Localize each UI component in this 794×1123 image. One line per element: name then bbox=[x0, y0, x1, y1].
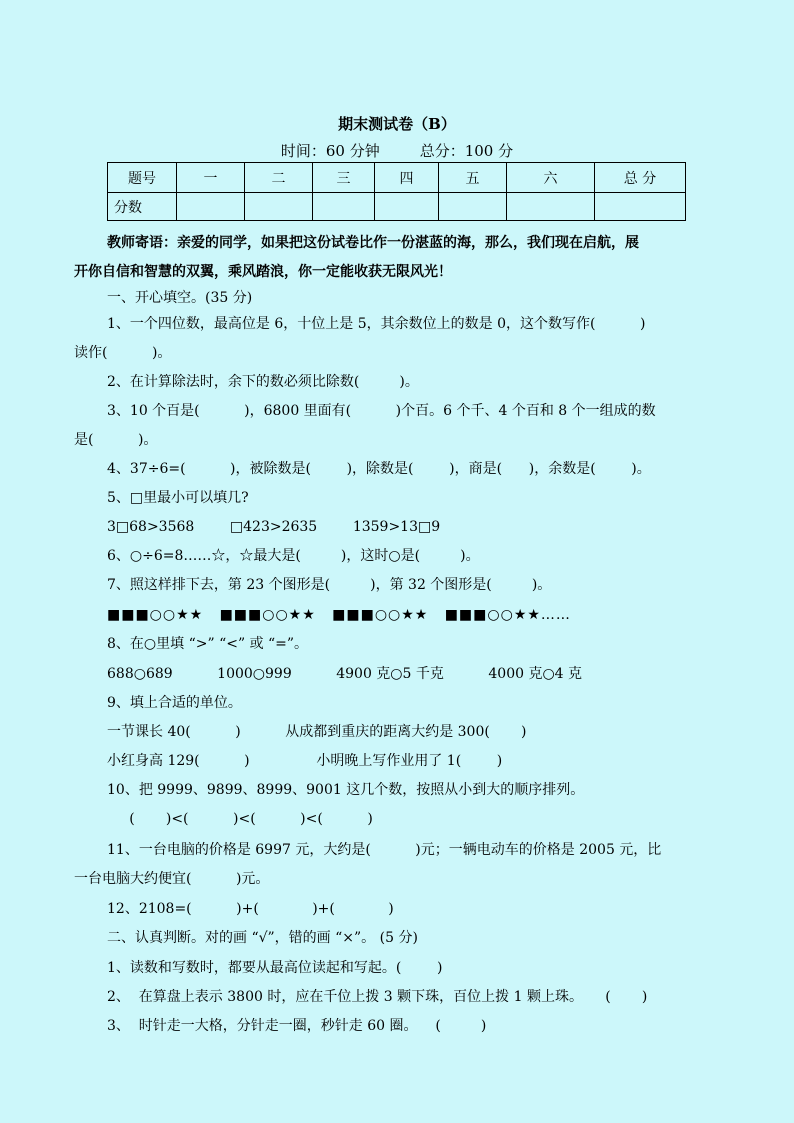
question-line: 2、在计算除法时，余下的数必须比除数( )。 bbox=[107, 374, 419, 390]
question-line: 4、37÷6=( )，被除数是( )，除数是( )，商是( )，余数是( )。 bbox=[107, 461, 651, 477]
header-cell: 五 bbox=[439, 163, 507, 193]
question-line: 688○689 1000○999 4900 克○5 千克 4000 克○4 克 bbox=[107, 666, 583, 682]
question-line: 11、一台电脑的价格是 6997 元，大约是( )元；一辆电动车的价格是 2005 元，比 bbox=[107, 842, 662, 858]
header-cell: 六 bbox=[507, 163, 595, 193]
exam-info bbox=[0, 140, 794, 161]
score-cell[interactable] bbox=[375, 193, 439, 221]
teacher-message-line: 教师寄语：亲爱的同学，如果把这份试卷比作一份湛蓝的海，那么，我们现在启航，展 bbox=[107, 235, 639, 251]
question-line: 小红身高 129( ) 小明晚上写作业用了 1( ) bbox=[107, 753, 503, 769]
question-line: ( )<( )<( )<( ) bbox=[107, 811, 373, 827]
header-cell: 题号 bbox=[108, 163, 177, 193]
page-title: 期末测试卷（B） bbox=[338, 115, 456, 133]
question-line: 读作( )。 bbox=[74, 345, 172, 361]
question-line: 一台电脑大约便宜( )元。 bbox=[74, 871, 270, 887]
question-line: 1、读数和写数时，都要从最高位读起和写起。( ) bbox=[107, 960, 443, 976]
question-line: 1、一个四位数，最高位是 6，十位上是 5，其余数位上的数是 0，这个数写作( ) bbox=[107, 316, 646, 332]
header-cell: 四 bbox=[375, 163, 439, 193]
score-table-score-row bbox=[108, 193, 686, 221]
question-line: 2、 在算盘上表示 3800 时，应在千位上拨 3 颗下珠，百位上拨 1 颗上珠。 ( ) bbox=[107, 989, 648, 1005]
question-line: 3、10 个百是( )，6800 里面有( )个百。6 个千、4 个百和 8 个一组成的数 bbox=[107, 403, 656, 419]
score-cell[interactable] bbox=[313, 193, 375, 221]
score-cell[interactable] bbox=[507, 193, 595, 221]
shape-pattern: ■■■○○★★ ■■■○○★★ ■■■○○★★ ■■■○○★★…… bbox=[107, 607, 571, 623]
score-cell[interactable] bbox=[177, 193, 245, 221]
question-line: 3、 时针走一大格，分针走一圈，秒针走 60 圈。 ( ) bbox=[107, 1018, 487, 1034]
question-line: 12、2108=( )+( )+( ) bbox=[107, 901, 394, 917]
header-cell: 三 bbox=[313, 163, 375, 193]
score-row-label: 分数 bbox=[108, 193, 177, 221]
total-score-info: 总分：100 分 bbox=[419, 142, 514, 160]
question-line: 8、在○里填 “>” “<” 或 “=”。 bbox=[107, 636, 309, 652]
section-heading: 二、认真判断。对的画 “√”，错的画 “×”。 (5 分) bbox=[107, 930, 418, 946]
header-cell: 总 分 bbox=[595, 163, 686, 193]
header-cell: 一 bbox=[177, 163, 245, 193]
teacher-message-line: 开你自信和智慧的双翼，乘风踏浪，你一定能收获无限风光！ bbox=[74, 264, 452, 280]
question-line: 3□68>3568 □423>2635 1359>13□9 bbox=[107, 519, 441, 535]
score-table-header-row bbox=[108, 163, 686, 193]
header-cell: 二 bbox=[245, 163, 313, 193]
question-line: 9、填上合适的单位。 bbox=[107, 695, 242, 711]
score-table bbox=[107, 162, 686, 221]
question-line: 5、□里最小可以填几? bbox=[107, 490, 249, 506]
question-line: 是( )。 bbox=[74, 432, 158, 448]
question-line: 一节课长 40( ) 从成都到重庆的距离大约是 300( ) bbox=[107, 724, 527, 740]
question-line: 6、○÷6=8……☆，☆最大是( )，这时○是( )。 bbox=[107, 548, 480, 564]
question-line: 7、照这样排下去，第 23 个图形是( )，第 32 个图形是( )。 bbox=[107, 577, 552, 593]
score-cell[interactable] bbox=[245, 193, 313, 221]
score-cell[interactable] bbox=[439, 193, 507, 221]
section-heading: 一、开心填空。(35 分) bbox=[107, 290, 253, 306]
time-info: 时间：60 分钟 bbox=[280, 142, 380, 160]
score-cell[interactable] bbox=[595, 193, 686, 221]
question-line: 10、把 9999、9899、8999、9001 这几个数，按照从小到大的顺序排列。 bbox=[107, 782, 585, 798]
